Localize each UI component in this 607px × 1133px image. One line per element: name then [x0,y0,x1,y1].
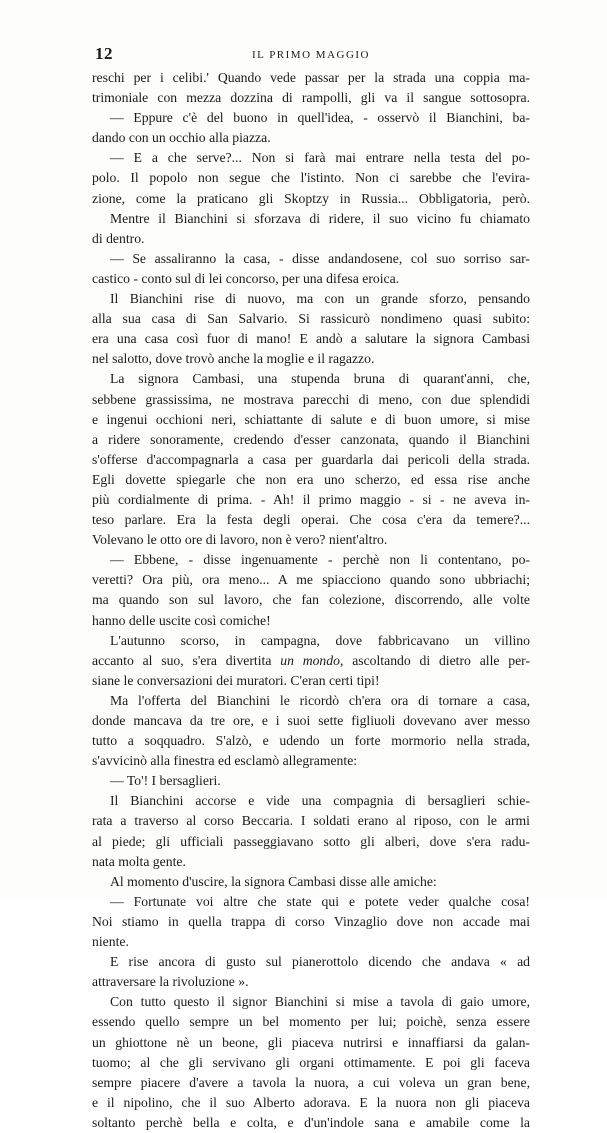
text-line: attraversare la rivoluzione ». [92,974,249,990]
body-text [92,68,530,1133]
text-line: sebbene grassissima, ne mostrava parecchi di meno, con due splendidi [92,391,530,407]
text-line: Volevano le otto ore di lavoro, non è vero? nient'altro. [92,532,388,548]
text-line: Ma l'offerta del Bianchini le ricordò ch'era ora di tornare a casa, [110,692,530,708]
text-line: dando con un occhio alla piazza. [92,130,271,146]
text-line: alla sua casa di San Salvario. Si rassicurò nondimeno quasi subito: [92,311,530,327]
text-line: sempre piacere d'avere a tavola la nuora, a cui voleva un gran bene, [92,1074,530,1090]
text-line: Con tutto questo il signor Bianchini si mise a tavola di gaio umore, [110,994,530,1010]
text-line: essendo quello sempre un bel momento per lui; poichè, senza essere [92,1014,530,1030]
text-line: Il Bianchini accorse e vide una compagnia di bersaglieri schie- [110,793,530,809]
page-header [95,44,527,66]
text-line: e ingenui occhioni neri, schiattante di salute e di buon umore, si mise [92,411,530,427]
text-line: ma quando son sul lavoro, che fan colezione, discorrendo, alle volte [92,592,530,608]
italic-phrase: un mondo [280,652,340,668]
text-line: teso parlare. Era la festa degli operai. Che cosa c'era da temere?... [92,512,530,528]
text-line: tuomo; al che gli servivano gli organi ottimamente. E poi gli faceva [92,1054,530,1070]
text-line: — Eppure c'è del buono in quell'idea, - osservò il Bianchini, ba- [110,110,530,126]
text-line: era una casa così fuor di mano! E andò a salutare la signora Cambasi [92,331,530,347]
text-line: reschi per i celibi.' Quando vede passar per la strada una coppia ma- [92,70,530,85]
text-line: rata a traverso al corso Beccaria. I soldati erano al riposo, con le armi [92,813,530,829]
text-line: polo. Il popolo non segue che l'istinto. Non ci sarebbe che l'evira- [92,170,530,186]
text-line: a ridere sonoramente, credendo d'esser canzonata, quando il Bianchini [92,431,530,447]
text-line: tutto a soqquadro. S'alzò, e udendo un forte mormorio nella strada, [92,733,530,749]
text-line: più cordialmente di prima. - Ah! il primo maggio - si - ne aveva in- [92,491,530,507]
text-line: — E a che serve?... Non si farà mai entrare nella testa del po- [110,150,530,166]
text-line: Mentre il Bianchini si sforzava di ridere, il suo vicino fu chiamato [110,210,530,226]
text-line: Egli dovette spiegarle che non era uno scherzo, ed essa rise anche [92,471,530,487]
text-line: donde mancava da tre ore, e i suoi sette figliuoli dovevano aver messo [92,713,530,728]
page-number: 12 [95,44,113,63]
text-line: Il Bianchini rise di nuovo, ma con un grande sforzo, pensando [110,291,530,307]
text-line: nata molta gente. [92,853,186,869]
text-line: Noi stiamo in quella trappa di corso Vinzaglio dove non accade mai [92,913,530,929]
text-line: di dentro. [92,230,145,246]
text-line: — Se assaliranno la casa, - disse andandosene, col suo sorriso sar- [110,250,530,266]
text-line: veretti? Ora più, ora meno... A me spiacciono quando sono ubbriachi; [92,572,530,588]
text-line: L'autunno scorso, in campagna, dove fabbricavano un villino [110,632,530,648]
text-line: La signora Cambasi, una stupenda bruna di quarant'anni, che, [110,371,530,387]
text-line: e il nipolino, che il suo Alberto adorava. E la nuora non gli piaceva [92,1094,530,1110]
text-line: s'avvicinò alla finestra ed esclamò allegramente: [92,753,358,769]
text-line: hanno delle uscite così comiche! [92,612,271,628]
text-line: accanto al suo, s'era divertita un mondo, ascoltando di dietro alle per- [92,652,531,668]
text-line: trimoniale con mezza dozzina di rampolli, gli va il sangue sottosopra. [92,90,530,106]
running-title: IL PRIMO MAGGIO [251,49,371,61]
text-line: — To'! I bersaglieri. [110,773,221,789]
text-line: un ghiottone nè un beone, gli piaceva nutrirsi e innaffiarsi da galan- [92,1034,530,1050]
text-line: niente. [92,934,129,950]
text-line: castico - conto sul di lei concorso, per una difesa eroica. [92,270,400,286]
text-line: E rise ancora di gusto sul pianerottolo dicendo che andava « ad [110,954,530,970]
text-line: — Ebbene, - disse ingenuamente - perchè non li contentano, po- [110,552,530,568]
text-line: — Fortunate voi altre che state qui e potete veder qualche cosa! [110,893,530,909]
text-line: Al momento d'uscire, la signora Cambasi disse alle amiche: [110,873,437,889]
text-line: nel salotto, dove trovò anche la moglie e il ragazzo. [92,351,375,367]
text-line: soltanto perchè bella e colta, e d'un'indole sana e amabile come la [92,1114,530,1130]
text-line: siane le conversazioni dei muratori. C'eran certi tipi! [92,672,380,688]
text-line: zione, come la praticano gli Skoptzy in Russia... Obbligatoria, però. [92,190,530,206]
text-line: al piede; gli ufficiali passeggiavano sotto gli alberi, dove s'era radu- [92,833,530,849]
text-line: s'offerse d'accompagnarla a casa per guardarla dai pericoli della strada. [92,451,530,467]
